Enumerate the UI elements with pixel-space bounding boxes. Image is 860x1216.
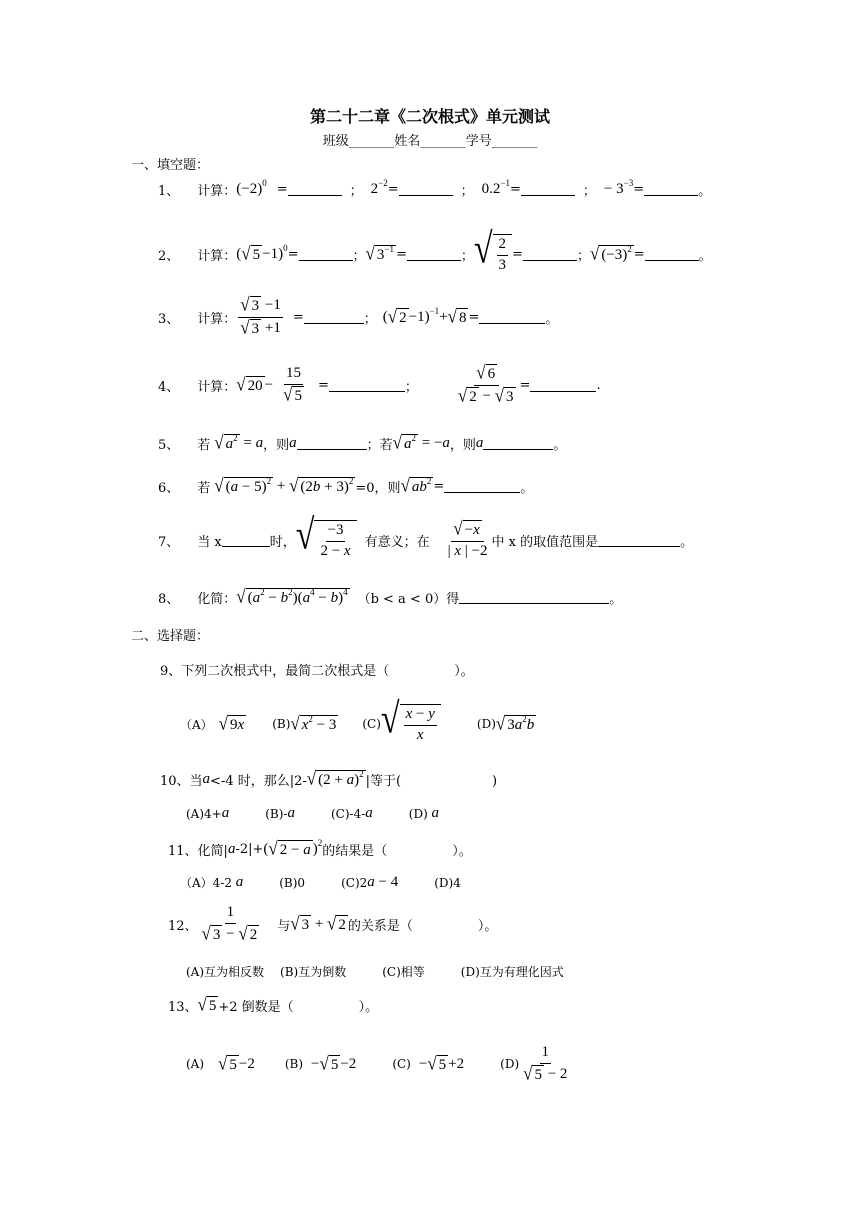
option-a[interactable]: (A) — [186, 1057, 205, 1072]
q8-condition: （b < a < 0）得 — [357, 592, 460, 608]
q13-start: 13、 — [168, 1000, 198, 1016]
answer-blank[interactable] — [521, 183, 575, 196]
option-d[interactable]: (D)互为有理化因式 — [460, 965, 564, 979]
option-c[interactable]: (C) — [362, 717, 381, 732]
answer-blank[interactable] — [459, 591, 609, 604]
option-d[interactable]: (D) — [500, 1057, 520, 1072]
question-13: 13、 √ 5 +2 倒数是（ ）。 — [168, 993, 379, 1016]
option-b[interactable]: (B)0 — [279, 875, 306, 890]
answer-blank[interactable] — [483, 437, 553, 450]
q10-end: |等于( ) — [365, 774, 498, 790]
q2-number: 2、 — [158, 248, 180, 264]
q3-number: 3、 — [158, 311, 180, 327]
question-8: 8、 化简： √ $(a^2 - b^2)(a^4 - b)^4$ （b < a < 0）得 。 — [158, 585, 623, 608]
question-1: 1、 计算： $(-2)^0$ = ； $2^{-2}$ = ； $0.2^{-1}$ = ； − $3^{-3}$ = 。 — [158, 178, 712, 199]
option-c[interactable]: (C)-4- — [330, 806, 366, 821]
q10-options: (A)4+ a (B)- a (C)-4- a (D) a — [186, 805, 439, 821]
q8-prompt: 化简： — [197, 592, 237, 608]
question-4: 4、 计算： √ 20 − 15 √ 5 = ； √ 6 √ 2 − √ 3 = . — [158, 361, 601, 407]
answer-blank[interactable] — [598, 534, 680, 547]
question-11: 11、化简| a -2|+ ( √ 2 − a )$^2$ 的结果是（ ）。 — [168, 837, 472, 860]
option-b[interactable]: (B)- — [265, 806, 288, 821]
q1-prompt: 计算： — [197, 184, 237, 199]
q10-mid: <-4 时，那么|2- — [210, 774, 307, 790]
question-6: 6、 若 √ $(a - 5)^2$ + √ $(2b + 3)^2$ =0，则 √ $ab^2$ = 。 — [158, 474, 534, 497]
q13-end: +2 倒数是（ ）。 — [218, 1000, 379, 1016]
option-d[interactable]: (D)4 — [434, 875, 461, 890]
answer-blank[interactable] — [644, 183, 698, 196]
answer-blank[interactable] — [288, 183, 342, 196]
q2-prompt: 计算： — [197, 248, 237, 264]
option-c[interactable]: (C)2 — [341, 875, 368, 890]
answer-blank[interactable] — [399, 183, 453, 196]
question-10: 10、当 a <-4 时，那么|2- √ $(2 + a)^2$ |等于( ) — [160, 767, 498, 790]
option-c[interactable]: (C)相等 — [382, 965, 425, 979]
answer-blank[interactable] — [297, 437, 367, 450]
question-7: 7、 当 x 时， √ $\frac{-3}{2 - x}$ 有意义；在 √ −x | x | −2 中 x 的取值范围是 。 — [158, 512, 694, 560]
q4-prompt: 计算： — [197, 379, 237, 395]
q5-then: ，则 — [263, 438, 290, 454]
question-2: 2、 计算： ( √ 5 −1)$^0$ = ； √ $3^{-1}$ = ； √ $\frac{2}{3}$ = ； √ $(-3)^2$ = 。 — [158, 226, 712, 274]
q12-options — [186, 963, 564, 980]
q1-number: 1、 — [158, 184, 180, 199]
option-a[interactable]: (A)互为相反数 — [186, 965, 265, 979]
q5-ruo: 若 — [197, 438, 211, 454]
student-info-line: 班级_______姓名_______学号_______ — [322, 134, 538, 149]
q12-start: 12、 — [168, 918, 198, 934]
section-choice: 二、选择题： — [131, 629, 210, 644]
q10-start: 10、当 — [160, 774, 203, 790]
answer-blank[interactable] — [444, 480, 520, 493]
q3-prompt: 计算： — [197, 311, 237, 327]
q11-start: 11、化简| — [168, 844, 228, 860]
answer-blank[interactable] — [222, 534, 270, 547]
option-c[interactable]: (C) — [392, 1057, 411, 1072]
q9-options: （A） √ 9x (B) √ $x^2 - 3$ (C) √ $\frac{x - y}{x}$ (D) √ $3a^2b$ — [180, 696, 535, 744]
page-title: 第二十二章《二次根式》单元测试 — [309, 107, 550, 126]
q5-ruo2: ；若 — [366, 438, 393, 454]
q5-number: 5、 — [158, 438, 180, 454]
q4-number: 4、 — [158, 379, 180, 395]
q12-end: 的关系是（ ）。 — [347, 918, 498, 934]
option-b[interactable]: (B)互为倒数 — [280, 965, 347, 979]
option-d[interactable]: (D) — [476, 717, 496, 732]
answer-blank[interactable] — [530, 379, 596, 392]
q7-dang: 当 x — [197, 534, 222, 550]
q1-expr-a: $(-2)^0$ — [236, 178, 267, 197]
answer-blank[interactable] — [304, 311, 364, 324]
section-fill-in: 一、填空题： — [131, 158, 210, 173]
q6-number: 6、 — [158, 481, 180, 497]
q11-options: （A）4-2 a (B)0 (C)2 a − 4 (D)4 — [180, 874, 461, 890]
option-d[interactable]: (D) — [408, 806, 428, 821]
q7-shi: 时， — [269, 534, 296, 550]
q13-options: (A) √ 5 −2 (B) − √ 5 −2 (C) − √ 5 +2 (D) 1 √ 5 − 2 — [186, 1044, 568, 1084]
q5-then2: ，则 — [449, 438, 476, 454]
q11-mid: -2|+ — [235, 842, 264, 858]
answer-blank[interactable] — [645, 248, 699, 261]
q7-range: 中 x 的取值范围是 — [491, 534, 599, 550]
q12-with: 与 — [277, 918, 291, 934]
question-12: 12、 1 √ 3 − √ 2 与 √ 3 + √ 2 的关系是（ ）。 — [168, 904, 498, 944]
question-9: 9、下列二次根式中，最简二次根式是（ ）。 — [160, 664, 474, 679]
option-b[interactable]: (B) — [272, 717, 291, 732]
question-3: 3、 计算： √ 3 −1 √ 3 +1 = ； ( √ 2 −1)$^{-1}$+ √ 8 = 。 — [158, 293, 559, 339]
answer-blank[interactable] — [523, 248, 577, 261]
answer-blank[interactable] — [407, 248, 461, 261]
option-a[interactable]: （A）4-2 — [180, 876, 232, 890]
q7-number: 7、 — [158, 534, 180, 550]
q6-ruo: 若 — [197, 481, 211, 497]
answer-blank[interactable] — [329, 379, 405, 392]
answer-blank[interactable] — [479, 311, 545, 324]
q7-meaningful: 有意义；在 — [364, 534, 430, 550]
question-5: 5、 若 √ $a^2$ = a ，则 a ；若 √ $a^2$ = −a ，则 a 。 — [158, 431, 567, 454]
option-a[interactable]: (A)4+ — [186, 806, 222, 821]
q11-end: 的结果是（ ）。 — [322, 844, 472, 860]
answer-blank[interactable] — [299, 248, 353, 261]
option-b[interactable]: (B) — [284, 1057, 304, 1072]
q8-number: 8、 — [158, 592, 180, 608]
option-a[interactable]: （A） — [180, 717, 213, 732]
q6-eq0: =0，则 — [355, 481, 401, 497]
